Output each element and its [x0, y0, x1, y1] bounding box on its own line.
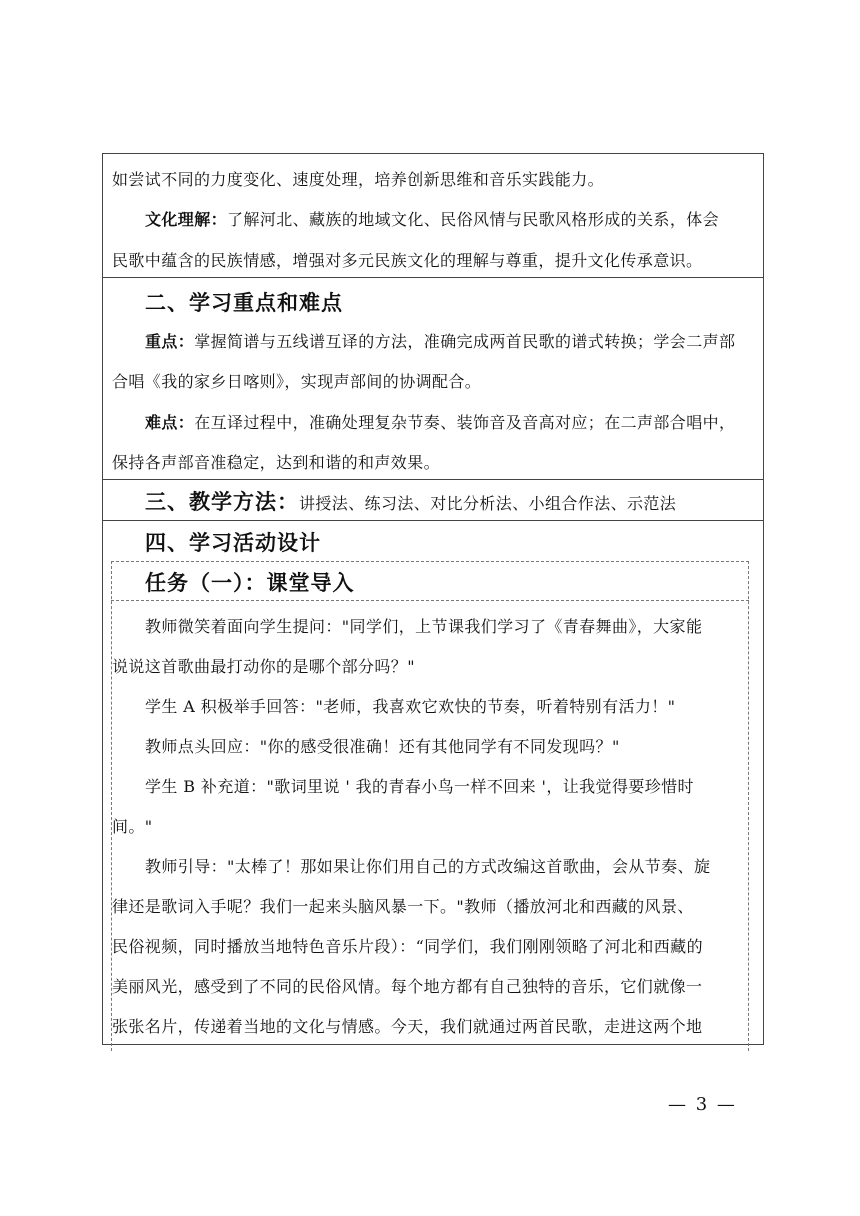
key-point-label: 重点：	[145, 332, 195, 351]
key-point-text: 掌握简谱与五线谱互译的方法，准确完成两首民歌的谱式转换；学会二声部	[194, 332, 736, 351]
dialogue-line: 民俗视频，同时播放当地特色音乐片段）：“同学们，我们刚刚领略了河北和西藏的	[112, 937, 703, 956]
culture-label: 文化理解：	[145, 210, 228, 229]
dialogue-line: 教师引导："太棒了！那如果让你们用自己的方式改编这首歌曲，会从节奏、旋	[145, 857, 711, 876]
culture-understanding-paragraph	[145, 210, 719, 230]
table-divider	[102, 479, 764, 480]
section-heading-activity-design: 四、学习活动设计	[145, 530, 321, 555]
culture-text-continued: 民歌中蕴含的民族情感，增强对多元民族文化的理解与尊重，提升文化传承意识。	[112, 251, 703, 270]
key-point-paragraph	[145, 332, 735, 352]
difficult-point-paragraph	[145, 413, 735, 433]
task-title-divider	[111, 600, 749, 601]
dialogue-line: 美丽风光，感受到了不同的民俗风情。每个地方都有自己独特的音乐，它们就像一	[112, 977, 703, 996]
task-title: 任务（一）：课堂导入	[145, 570, 355, 595]
teaching-methods-list: 讲授法、练习法、对比分析法、小组合作法、示范法	[299, 494, 677, 513]
difficult-point-text: 在互译过程中，准确处理复杂节奏、装饰音及音高对应；在二声部合唱中，	[194, 413, 736, 432]
objective-text: 如尝试不同的力度变化、速度处理，培养创新思维和音乐实践能力。	[112, 170, 605, 189]
table-divider	[102, 277, 764, 278]
dialogue-line: 说说这首歌曲最打动你的是哪个部分吗？"	[112, 657, 415, 676]
section-heading-teaching-methods	[145, 489, 676, 517]
table-divider	[102, 520, 764, 521]
culture-text: 了解河北、藏族的地域文化、民俗风情与民歌风格形成的关系，体会	[227, 210, 720, 229]
teaching-methods-label: 三、教学方法：	[145, 489, 299, 514]
page-number: — 3 —	[668, 1094, 737, 1115]
section-heading-key-points: 二、学习重点和难点	[145, 290, 343, 315]
dialogue-line: 教师点头回应："你的感受很准确！还有其他同学有不同发现吗？"	[145, 737, 620, 756]
dialogue-line: 间。"	[112, 817, 153, 836]
key-point-text-continued: 合唱《我的家乡日喀则》，实现声部间的协调配合。	[112, 372, 482, 391]
dialogue-line: 律还是歌词入手呢？我们一起来头脑风暴一下。"教师（播放河北和西藏的风景、	[112, 897, 694, 916]
dialogue-line: 教师微笑着面向学生提问："同学们，上节课我们学习了《青春舞曲》，大家能	[145, 617, 703, 636]
dialogue-line: 学生 A 积极举手回答："老师，我喜欢它欢快的节奏，听着特别有活力！"	[145, 697, 676, 716]
dialogue-line: 张张名片，传递着当地的文化与情感。今天，我们就通过两首民歌，走进这两个地	[112, 1017, 703, 1036]
dialogue-line: 学生 B 补充道："歌词里说 ' 我的青春小鸟一样不回来 '，让我觉得要珍惜时	[145, 777, 694, 796]
difficult-point-label: 难点：	[145, 413, 195, 432]
difficult-point-text-continued: 保持各声部音准稳定，达到和谐的和声效果。	[112, 453, 441, 472]
